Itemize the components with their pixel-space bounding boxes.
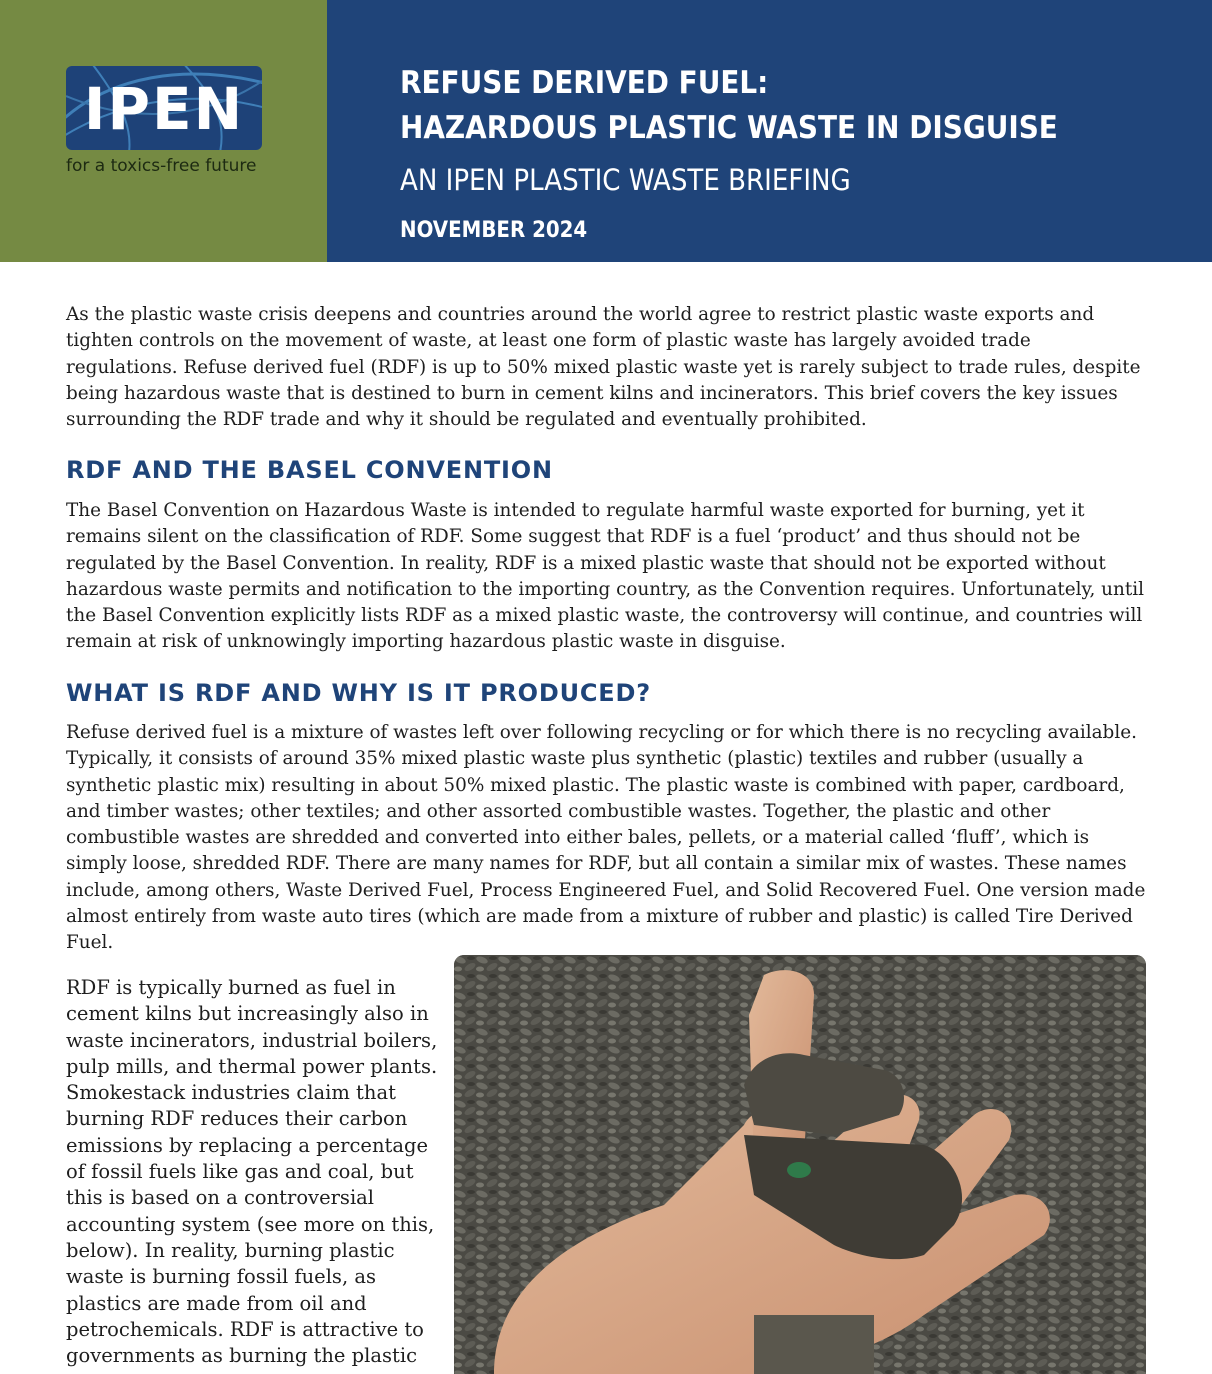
publication-date: NOVEMBER 2024 — [400, 218, 588, 243]
section-body-basel: The Basel Convention on Hazardous Waste is intended to regulate harmful waste exported for burning, yet it remains silent on the classification of RDF. Some suggest that RDF is a fuel ‘product’ and thus should not be regulated by the Basel Convention. In reality, RDF is a mixed plastic waste that should not be exported without hazardous waste permits and notification to the importing country, as the Convention requires. Unfortunately, until the Basel Convention explicitly lists RDF as a mixed plastic waste, the controversy will continue, and countries will remain at risk of unknowingly importing hazardous plastic waste in disguise. — [66, 500, 1144, 653]
header-banner — [0, 0, 1212, 262]
rdf-pellets-photo — [454, 955, 1146, 1374]
section-heading-what-is-rdf: WHAT IS RDF AND WHY IS IT PRODUCED? — [66, 679, 651, 707]
subtitle: AN IPEN PLASTIC WASTE BRIEFING — [400, 163, 851, 197]
title-line-2: HAZARDOUS PLASTIC WASTE IN DISGUISE — [400, 110, 1058, 146]
section-body-what-is-rdf: Refuse derived fuel is a mixture of wastes left over following recycling or for which there is no recycling available. Typically, it consists of around 35% mixed plastic waste plus synthetic (plastic) textiles and rubber (usually a synthetic plastic mix) resulting in about 50% mixed plastic. The plastic waste is combined with paper, cardboard, and timber wastes; other textiles; and other assorted combustible wastes. Together, the plastic and other combustible wastes are shredded and converted into either bales, pellets, or a material called ‘fluff’, which is simply loose, shredded RDF. There are many names for RDF, but all contain a similar mix of wastes. These names include, among others, Waste Derived Fuel, Process Engineered Fuel, and Solid Recovered Fuel. One version made almost entirely from waste auto tires (which are made from a mixture of rubber and plastic) is called Tire Derived Fuel. — [66, 722, 1146, 954]
tagline: for a toxics-free future — [66, 156, 257, 176]
section-heading-basel: RDF AND THE BASEL CONVENTION — [66, 456, 553, 484]
hand-holding-rdf-image — [454, 955, 1146, 1374]
ipen-logo[interactable] — [66, 66, 262, 150]
logo-panel — [0, 0, 327, 262]
title-line-1: REFUSE DERIVED FUEL: — [400, 65, 769, 101]
column-paragraph: RDF is typically burned as fuel in cement kilns but increasingly also in waste incinerators, industrial boilers, pulp mills, and thermal power plants. Smokestack industries claim that burning RDF reduces their carbon emissions by replacing a percentage of fossil fuels like gas and coal, but this is based on a controversial accounting system (see more on this, below). In reality, burning plastic waste is burning fossil fuels, as plastics are made from oil and petrochemicals. RDF is attractive to governments as burning the plastic — [66, 976, 438, 1368]
logo-text: IPEN — [83, 75, 245, 143]
intro-paragraph: As the plastic waste crisis deepens and countries around the world agree to restrict plastic waste exports and tighten controls on the movement of waste, at least one form of plastic waste has largely avoided trade regulations. Refuse derived fuel (RDF) is up to 50% mixed plastic waste yet is rarely subject to trade rules, despite being hazardous waste that is destined to burn in cement kilns and incinerators. This brief covers the key issues surrounding the RDF trade and why it should be regulated and eventually prohibited. — [66, 304, 1141, 431]
